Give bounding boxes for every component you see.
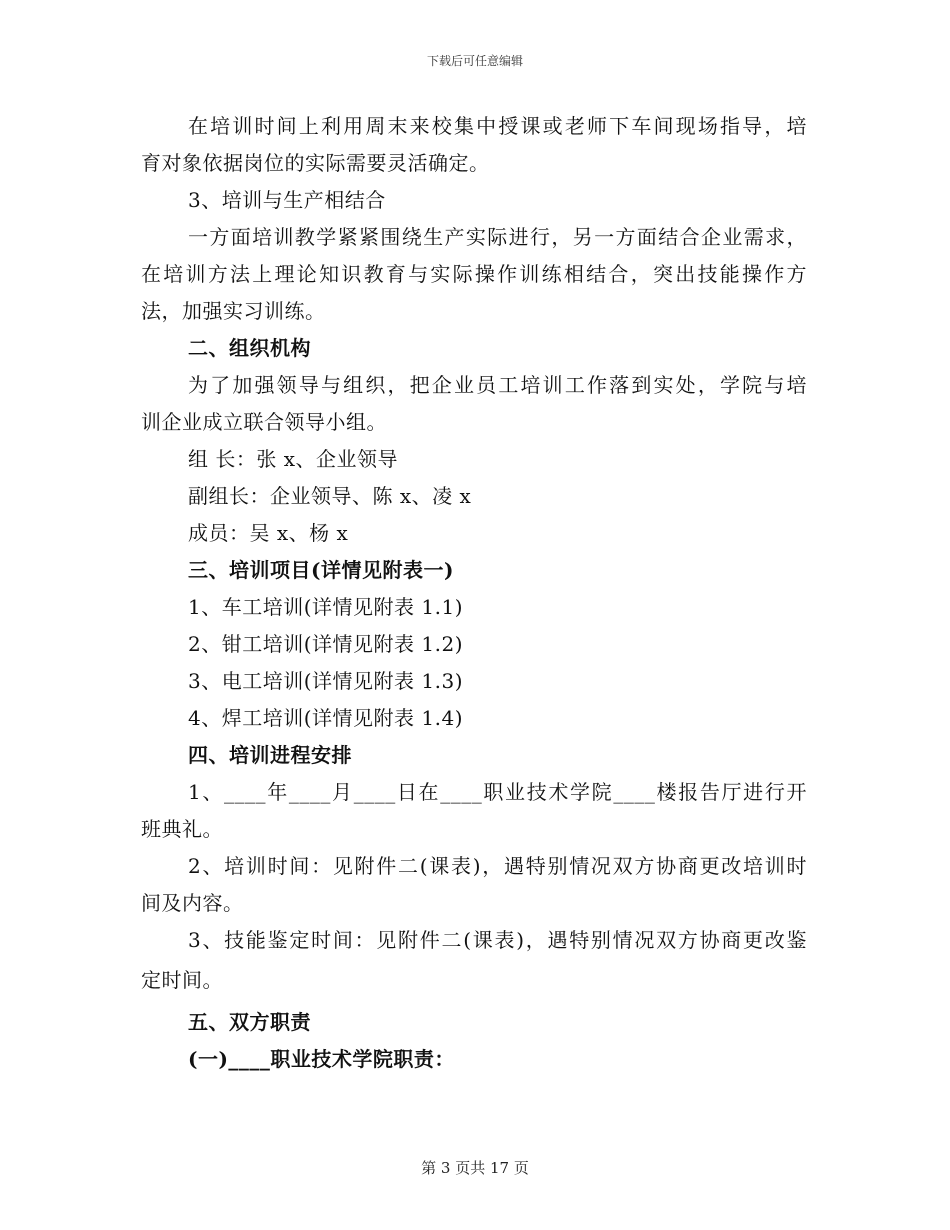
paragraph-line: 1、车工培训(详情见附表 1.1) [188,595,463,619]
paragraph-line: 训企业成立联合领导小组。 [141,410,387,434]
paragraph-line: 4、焊工培训(详情见附表 1.4) [188,706,463,730]
page-footer: 第 3 页共 17 页 [421,1159,529,1177]
section-heading: 三、培训项目(详情见附表一) [188,558,454,582]
paragraph-line: 3、技能鉴定时间：见附件二(课表)，遇特别情况双方协商更改鉴 [188,928,807,952]
paragraph-line: 2、培训时间：见附件二(课表)，遇特别情况双方协商更改培训时 [188,854,807,878]
paragraph-line: 班典礼。 [141,817,223,841]
page-header: 下载后可任意编辑 [426,54,523,68]
section-heading: 四、培训进程安排 [188,743,352,767]
paragraph-line: 定时间。 [141,968,223,992]
section-heading: (一)____职业技术学院职责： [188,1047,455,1071]
paragraph-line: 3、培训与生产相结合 [188,188,386,212]
document-body [141,108,807,1078]
paragraph-line: 法，加强实习训练。 [141,299,326,323]
paragraph-line: 2、钳工培训(详情见附表 1.2) [188,632,463,656]
paragraph-line: 在培训方法上理论知识教育与实际操作训练相结合，突出技能操作方 [141,262,807,286]
paragraph-line: 1、____年____月____日在____职业技术学院____楼报告厅进行开 [188,780,807,804]
paragraph-line: 组 长：张 x、企业领导 [188,447,398,471]
paragraph-line: 育对象依据岗位的实际需要灵活确定。 [141,151,490,175]
paragraph-line: 在培训时间上利用周末来校集中授课或老师下车间现场指导，培 [188,114,807,138]
section-heading: 二、组织机构 [188,336,311,360]
paragraph-line: 3、电工培训(详情见附表 1.3) [188,669,463,693]
paragraph-line: 为了加强领导与组织，把企业员工培训工作落到实处，学院与培 [188,373,807,397]
paragraph-line: 一方面培训教学紧紧围绕生产实际进行，另一方面结合企业需求， [188,225,807,249]
paragraph-line: 间及内容。 [141,891,244,915]
paragraph-line: 成员：吴 x、杨 x [188,521,349,545]
paragraph-line: 副组长：企业领导、陈 x、凌 x [188,484,472,508]
section-heading: 五、双方职责 [188,1010,311,1034]
